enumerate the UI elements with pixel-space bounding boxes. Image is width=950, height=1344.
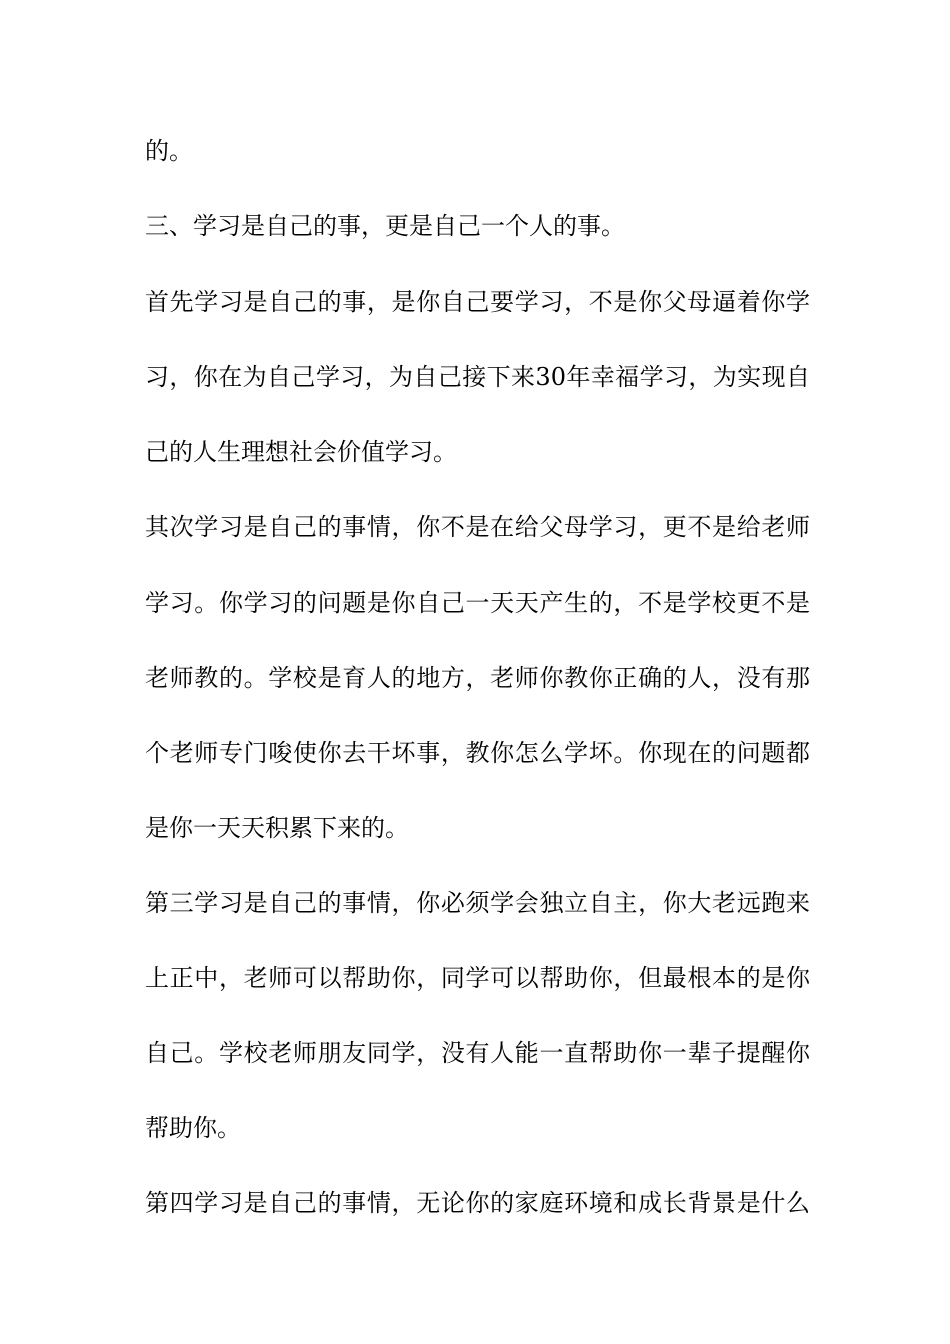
text-line: 学习。你学习的问题是你自己一天天产生的，不是学校更不是	[145, 589, 810, 617]
text-line: 己的人生理想社会价值学习。	[145, 438, 457, 466]
text-line: 上正中，老师可以帮助你，同学可以帮助你，但最根本的是你	[145, 964, 810, 992]
text-line: 个老师专门唆使你去干坏事，教你怎么学坏。你现在的问题都	[145, 739, 810, 767]
text-line: 其次学习是自己的事情，你不是在给父母学习，更不是给老师	[145, 513, 810, 541]
text-line: 自己。学校老师朋友同学，没有人能一直帮助你一辈子提醒你	[145, 1039, 810, 1067]
text-line: 帮助你。	[145, 1114, 241, 1142]
text-line: 首先学习是自己的事，是你自己要学习，不是你父母逼着你学	[145, 288, 810, 316]
text-line: 是你一天天积累下来的。	[145, 814, 409, 842]
text-line: 第四学习是自己的事情，无论你的家庭环境和成长背景是什么	[145, 1189, 810, 1217]
text-line: 第三学习是自己的事情，你必须学会独立自主，你大老远跑来	[145, 889, 810, 917]
text-line: 老师教的。学校是育人的地方，老师你教你正确的人，没有那	[145, 664, 810, 692]
text-line: 习，你在为自己学习，为自己接下来30年幸福学习，为实现自	[145, 363, 810, 391]
section-heading: 三、学习是自己的事，更是自己一个人的事。	[145, 212, 625, 240]
text-line: 的。	[145, 137, 193, 165]
